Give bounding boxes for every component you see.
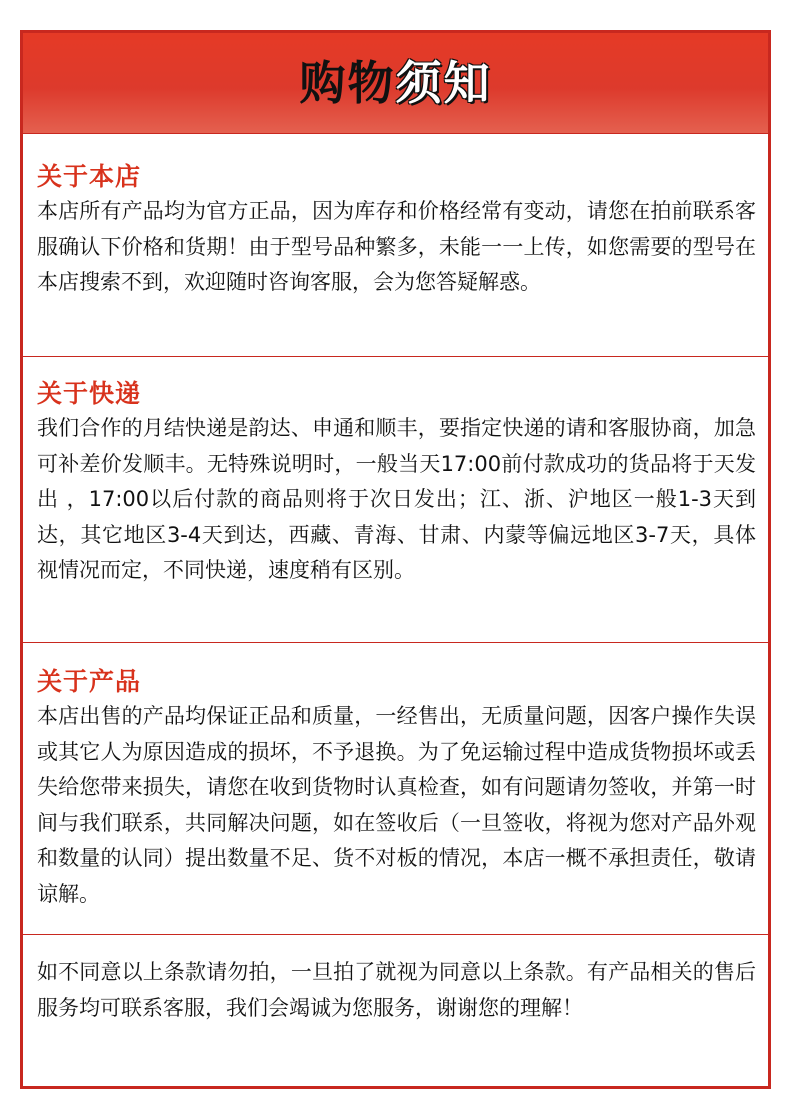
section-about-shipping — [23, 357, 768, 643]
section-title: 关于本店 — [37, 162, 142, 191]
title-part-dark: 购物 — [299, 56, 396, 110]
section-terms-note — [23, 935, 768, 1026]
title-part-light: 须知 — [395, 56, 492, 110]
notice-header — [23, 33, 768, 134]
section-body: 本店出售的产品均保证正品和质量，一经售出，无质量问题，因客户操作失误或其它人为原因造成的损坏，不予退换。为了免运输过程中造成货物损坏或丢失给您带来损失，请您在收到货物时认真检查，如有问题请勿签收，并第一时间与我们联系，共同解决问题，如在签收后（一旦签收，将视为您对产品外观和数量的认同）提出数量不足、货不对板的情况，本店一概不承担责任，敬请谅解。 — [37, 704, 756, 906]
section-about-products — [23, 643, 768, 935]
section-title: 关于产品 — [37, 667, 142, 696]
section-body: 我们合作的月结快递是韵达、申通和顺丰，要指定快递的请和客服协商，加急可补差价发顺丰。无特殊说明时，一般当天17:00前付款成功的货品将于天发出 ，17:00以后付款的商品则将于次日发出；江、浙、沪地区一般1-3天到达，其它地区3-4天到达，西藏、青海、甘肃、内蒙等偏远地区3-7天，具体视情况而定，不同快递，速度稍有区别。 — [37, 416, 756, 582]
section-about-store — [23, 134, 768, 357]
terms-note-text: 如不同意以上条款请勿拍，一旦拍了就视为同意以上条款。有产品相关的售后服务均可联系客服，我们会竭诚为您服务，谢谢您的理解！ — [37, 960, 756, 1020]
shopping-notice-card — [20, 30, 771, 1089]
section-body: 本店所有产品均为官方正品，因为库存和价格经常有变动，请您在拍前联系客服确认下价格和货期！由于型号品种繁多，未能一一上传，如您需要的型号在本店搜索不到，欢迎随时咨询客服，会为您答疑解惑。 — [37, 199, 756, 294]
section-title: 关于快递 — [37, 379, 142, 408]
page-title — [299, 56, 492, 110]
